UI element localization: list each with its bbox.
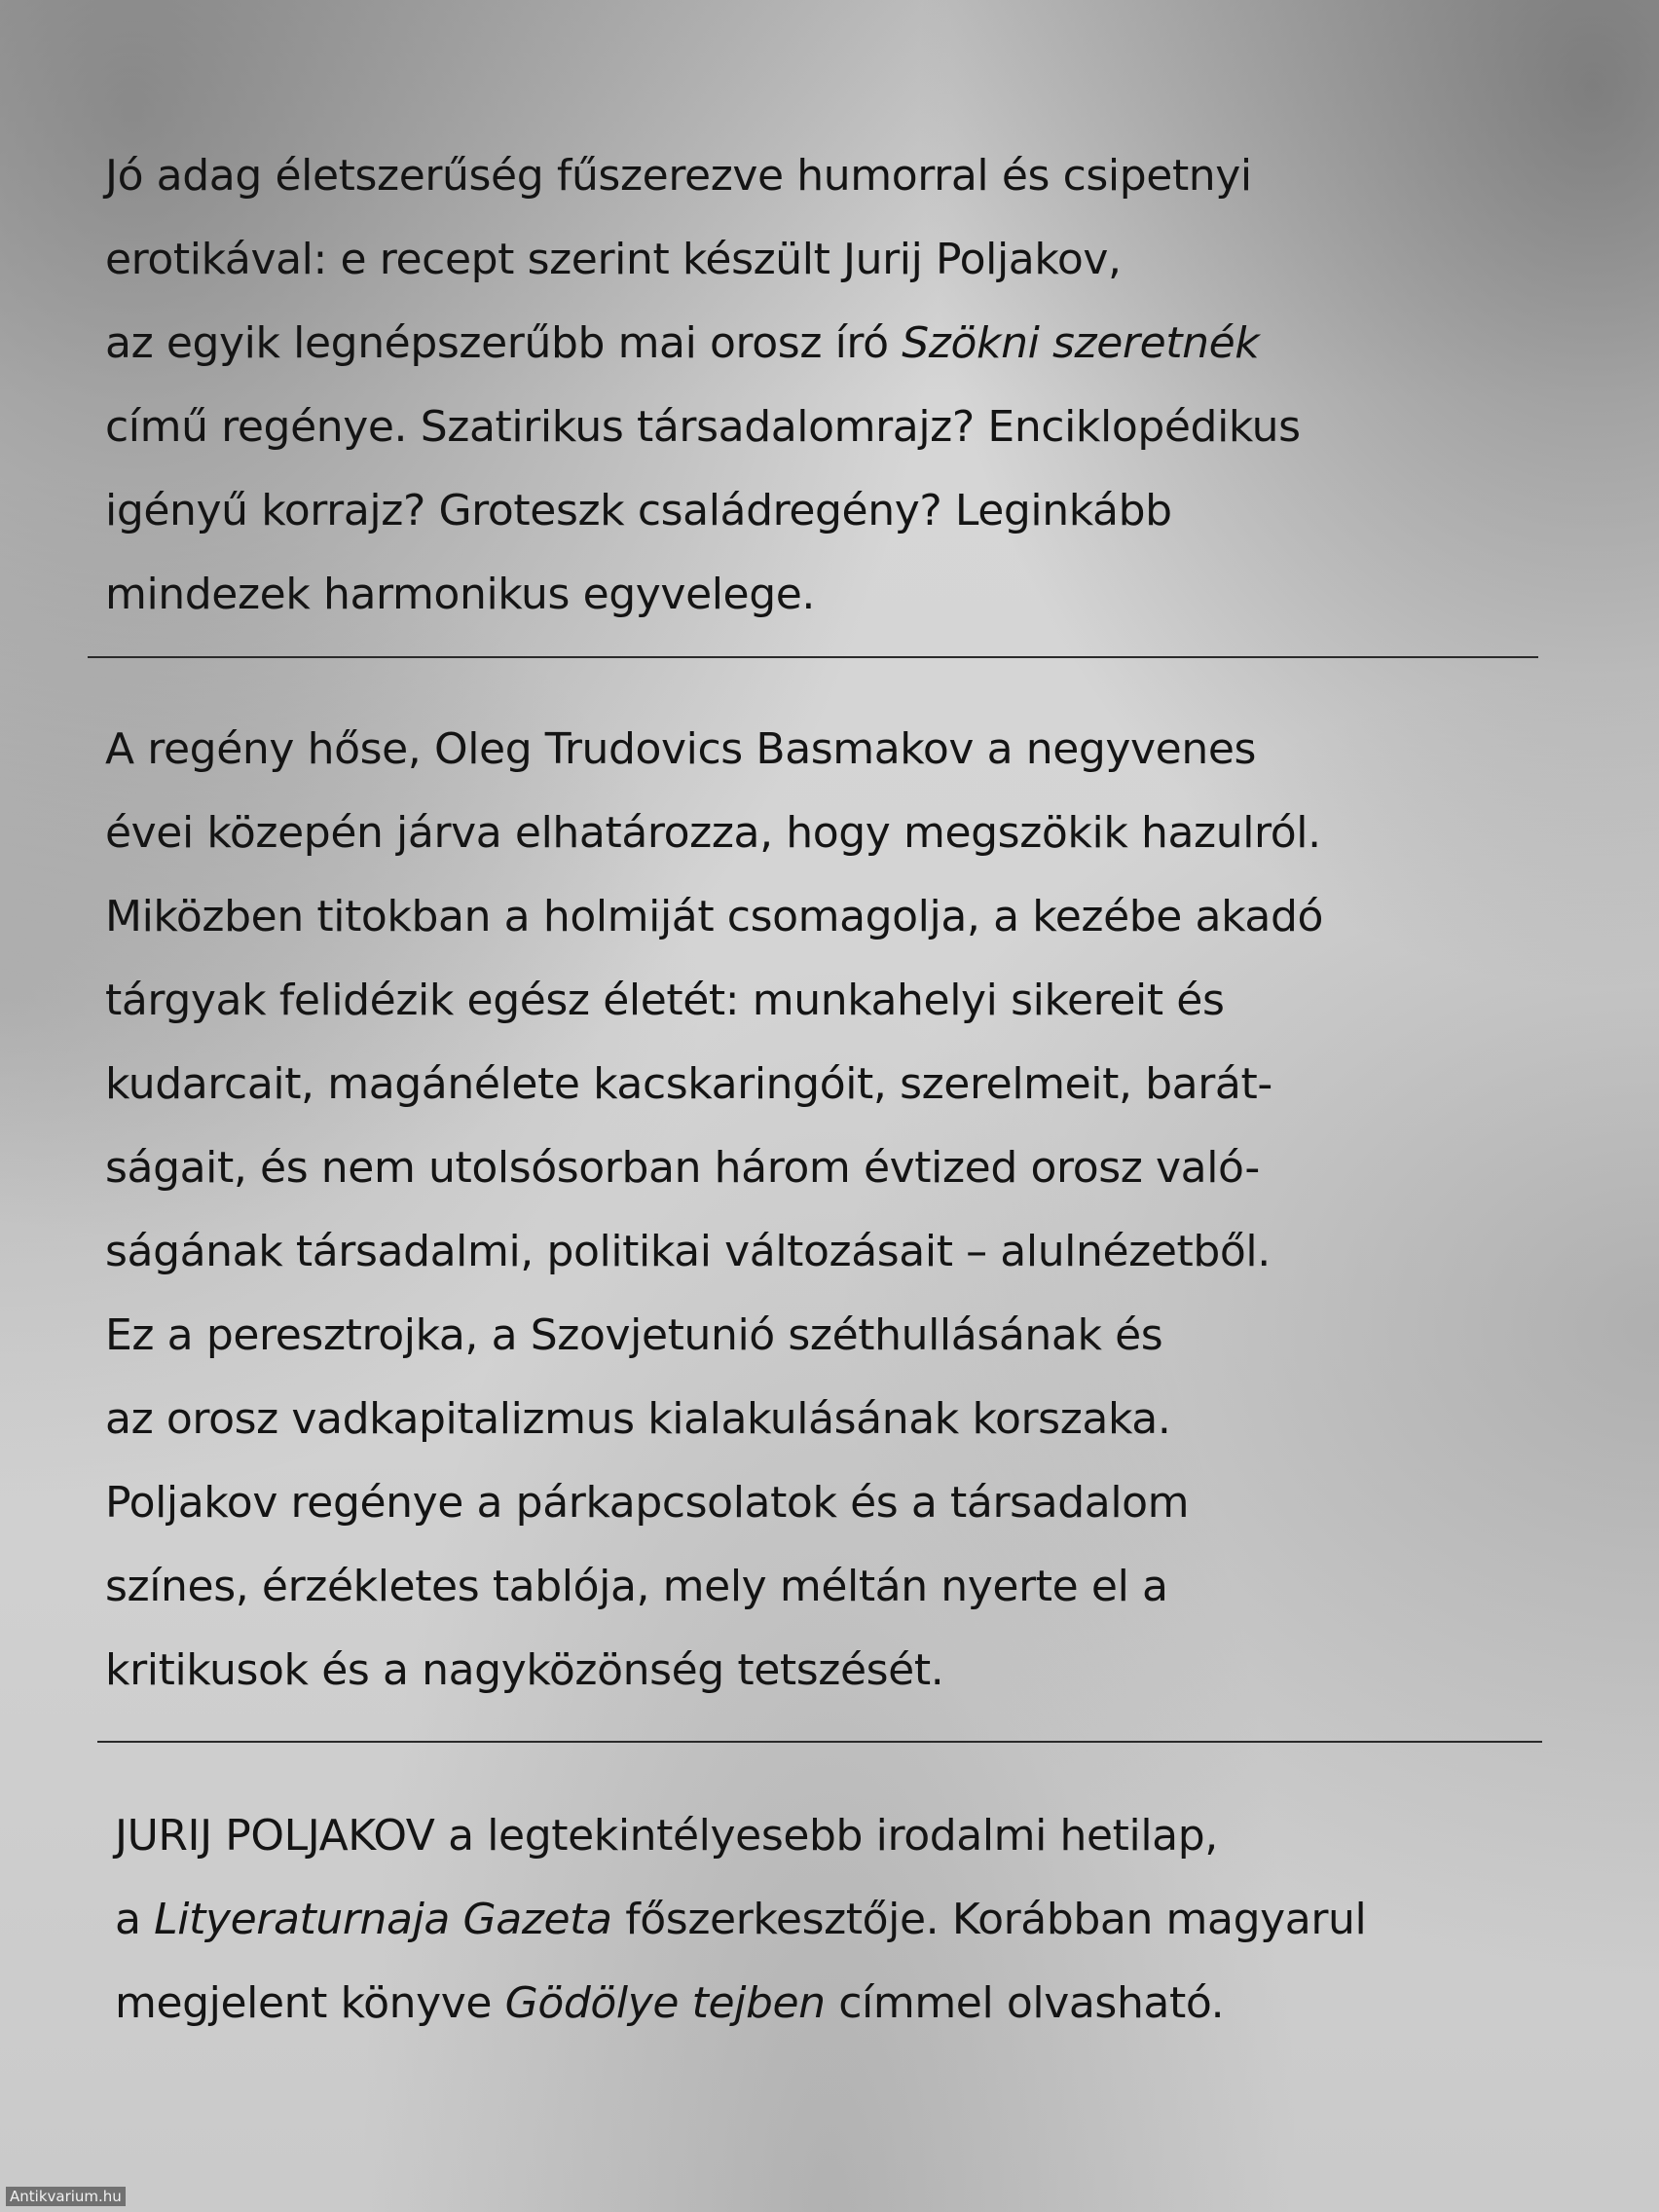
- watermark-label: Antikvarium.hu: [6, 2187, 126, 2206]
- synopsis-line: Miközben titokban a holmiját csomagolja, a kezébe akadó: [105, 892, 1324, 941]
- author-bio-line: [115, 1962, 1556, 2046]
- synopsis-line: Ez a peresztrojka, a Szovjetunió széthullásának és: [105, 1310, 1163, 1360]
- blurb-line: Jó adag életszerűség fűszerezve humorral és csipetnyi: [105, 151, 1252, 201]
- blurb-line: mindezek harmonikus egyvelege.: [105, 570, 816, 619]
- section-divider: [97, 1741, 1542, 1743]
- author-bio-text: a: [115, 1895, 155, 1944]
- blurb-line: [105, 302, 1546, 386]
- author-bio-line: [115, 1878, 1556, 1962]
- blurb-line: erotikával: e recept szerint készült Jurij Poljakov,: [105, 235, 1122, 284]
- synopsis-paragraph: [105, 708, 1546, 1713]
- blurb-line-text: az egyik legnépszerűbb mai orosz író: [105, 318, 903, 368]
- synopsis-line: tárgyak felidézik egész életét: munkahelyi sikereit és: [105, 976, 1225, 1025]
- book-title-italic: Szökni szeretnék: [902, 318, 1260, 368]
- author-bio-text: megjelent könyve: [115, 1978, 505, 2028]
- blurb-line: című regénye. Szatirikus társadalomrajz? Enciklopédikus: [105, 402, 1301, 452]
- author-bio-paragraph: [115, 1794, 1556, 2046]
- synopsis-line: Poljakov regénye a párkapcsolatok és a társadalom: [105, 1478, 1190, 1528]
- author-bio-text: címmel olvasható.: [825, 1978, 1225, 2028]
- section-divider: [88, 656, 1538, 658]
- synopsis-line: ságának társadalmi, politikai változásait – alulnézetből.: [105, 1227, 1271, 1276]
- book-title-italic: Gödölye tejben: [504, 1978, 826, 2028]
- journal-title-italic: Lityeraturnaja Gazeta: [154, 1895, 612, 1944]
- author-bio-text: főszerkesztője. Korábban magyarul: [611, 1895, 1367, 1944]
- synopsis-line: kudarcait, magánélete kacskaringóit, szerelmeit, barát-: [105, 1059, 1272, 1109]
- synopsis-line: az orosz vadkapitalizmus kialakulásának korszaka.: [105, 1394, 1171, 1444]
- synopsis-line: kritikusok és a nagyközönség tetszését.: [105, 1645, 944, 1695]
- synopsis-line: színes, érzékletes tablója, mely méltán nyerte el a: [105, 1562, 1168, 1611]
- synopsis-line: ságait, és nem utolsósorban három évtized orosz való-: [105, 1143, 1260, 1193]
- blurb-paragraph: [105, 134, 1546, 637]
- blurb-line: igényű korrajz? Groteszk családregény? Leginkább: [105, 486, 1172, 535]
- synopsis-line: évei közepén járva elhatározza, hogy megszökik hazulról.: [105, 808, 1321, 858]
- author-bio-line: JURIJ POLJAKOV a legtekintélyesebb irodalmi hetilap,: [115, 1811, 1218, 1861]
- synopsis-line: A regény hőse, Oleg Trudovics Basmakov a negyvenes: [105, 724, 1257, 774]
